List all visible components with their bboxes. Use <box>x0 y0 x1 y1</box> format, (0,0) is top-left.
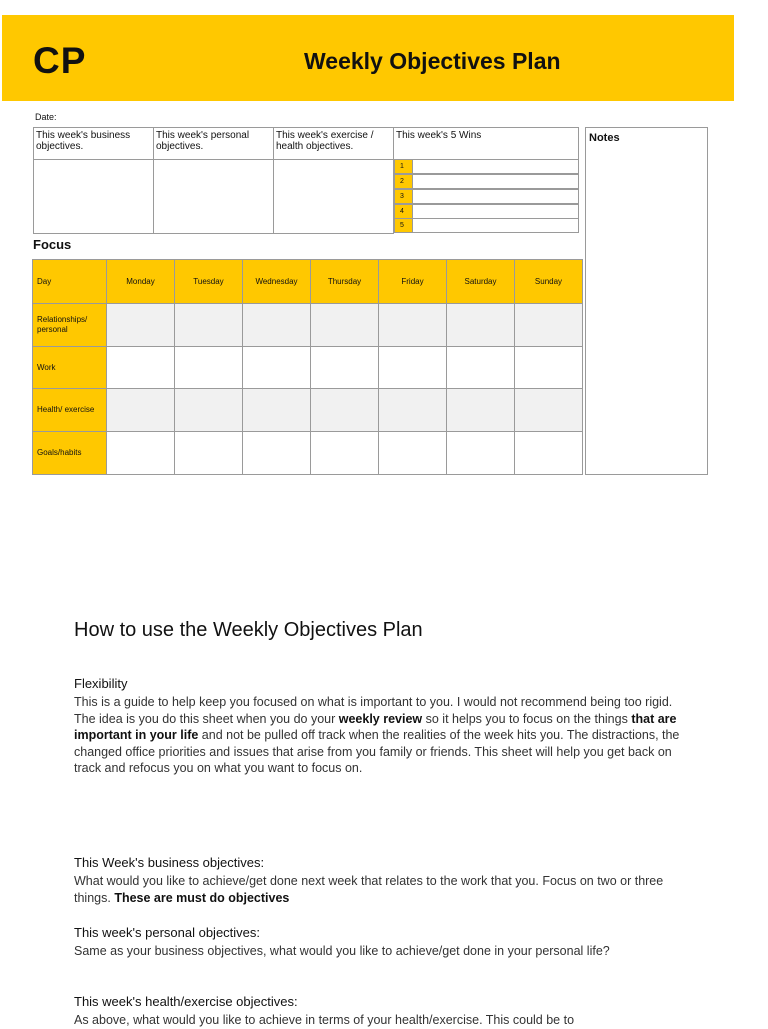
focus-cell[interactable] <box>515 347 583 389</box>
personal-heading: This week's personal objectives: <box>74 925 261 940</box>
day-thursday: Thursday <box>311 260 379 304</box>
business-heading: This Week's business objectives: <box>74 855 265 870</box>
focus-cell[interactable] <box>107 304 175 347</box>
focus-cell[interactable] <box>447 347 515 389</box>
win-field[interactable] <box>413 189 579 204</box>
day-header: Day <box>33 260 107 304</box>
focus-cell[interactable] <box>515 389 583 432</box>
logo: CP <box>33 40 87 81</box>
focus-row <box>33 304 583 347</box>
focus-row <box>33 389 583 432</box>
focus-cell[interactable] <box>379 432 447 475</box>
focus-cell[interactable] <box>447 304 515 347</box>
win-field[interactable] <box>413 204 579 219</box>
focus-cell[interactable] <box>175 389 243 432</box>
personal-paragraph: Same as your business objectives, what would you like to achieve/get done in your personal life? <box>74 944 610 958</box>
focus-cell[interactable] <box>175 347 243 389</box>
win-number: 5 <box>394 218 413 233</box>
focus-title: Focus <box>33 237 72 252</box>
win-number: 2 <box>394 174 413 189</box>
focus-cell[interactable] <box>243 432 311 475</box>
win-number: 4 <box>394 204 413 219</box>
health-paragraph: As above, what would you like to achieve in terms of your health/exercise. This could be to <box>74 1013 575 1027</box>
focus-cell[interactable] <box>175 432 243 475</box>
wins-header: This week's 5 Wins <box>393 127 579 160</box>
personal-objectives-header: This week's personal objectives. <box>153 127 274 160</box>
personal-objectives-field[interactable] <box>153 159 274 234</box>
focus-cell[interactable] <box>379 304 447 347</box>
date-label: Date: <box>35 112 57 122</box>
row-label-relationships: Relationships/ personal <box>33 304 107 347</box>
guide-title: How to use the Weekly Objectives Plan <box>74 619 423 641</box>
focus-row <box>33 432 583 475</box>
focus-cell[interactable] <box>379 389 447 432</box>
page-title: Weekly Objectives Plan <box>304 48 561 74</box>
day-wednesday: Wednesday <box>243 260 311 304</box>
focus-cell[interactable] <box>243 347 311 389</box>
win-number: 3 <box>394 189 413 204</box>
business-paragraph: What would you like to achieve/get done next week that relates to the work that you. Focus on two or three things. These are must do objectives <box>74 874 664 905</box>
day-friday: Friday <box>379 260 447 304</box>
focus-cell[interactable] <box>243 389 311 432</box>
focus-cell[interactable] <box>107 347 175 389</box>
focus-cell[interactable] <box>447 432 515 475</box>
win-number: 1 <box>394 159 413 174</box>
row-label-work: Work <box>33 347 107 389</box>
day-monday: Monday <box>107 260 175 304</box>
exercise-objectives-header: This week's exercise / health objectives. <box>273 127 394 160</box>
win-field[interactable] <box>413 174 579 189</box>
focus-cell[interactable] <box>243 304 311 347</box>
focus-cell[interactable] <box>311 389 379 432</box>
focus-cell[interactable] <box>379 347 447 389</box>
row-label-health: Health/ exercise <box>33 389 107 432</box>
focus-cell[interactable] <box>311 432 379 475</box>
focus-cell[interactable] <box>311 347 379 389</box>
win-field[interactable] <box>413 159 579 174</box>
focus-cell[interactable] <box>107 432 175 475</box>
business-objectives-header: This week's business objectives. <box>33 127 154 160</box>
focus-cell[interactable] <box>175 304 243 347</box>
day-sunday: Sunday <box>515 260 583 304</box>
business-objectives-field[interactable] <box>33 159 154 234</box>
focus-cell[interactable] <box>515 304 583 347</box>
flexibility-paragraph: This is a guide to help keep you focused on what is important to you. I would not recommend being too rigid. The idea is you do this sheet when you do your weekly review so it helps you to focus on the things that are important in your life and not be pulled off track when the realities of the week hits you. The distractions, the changed office priorities and issues that arise from you family or friends. This sheet will help you get back on track and refocus you on what you want to focus on. <box>74 695 680 775</box>
notes-box[interactable] <box>585 127 708 475</box>
win-field[interactable] <box>413 218 579 233</box>
focus-grid <box>32 259 583 475</box>
focus-row <box>33 347 583 389</box>
focus-cell[interactable] <box>311 304 379 347</box>
row-label-goals: Goals/habits <box>33 432 107 475</box>
focus-cell[interactable] <box>107 389 175 432</box>
health-heading: This week's health/exercise objectives: <box>74 994 298 1009</box>
day-saturday: Saturday <box>447 260 515 304</box>
focus-cell[interactable] <box>447 389 515 432</box>
focus-header-row <box>33 260 583 304</box>
notes-label: Notes <box>589 132 620 144</box>
focus-cell[interactable] <box>515 432 583 475</box>
exercise-objectives-field[interactable] <box>273 159 394 234</box>
day-tuesday: Tuesday <box>175 260 243 304</box>
flexibility-heading: Flexibility <box>74 676 128 691</box>
